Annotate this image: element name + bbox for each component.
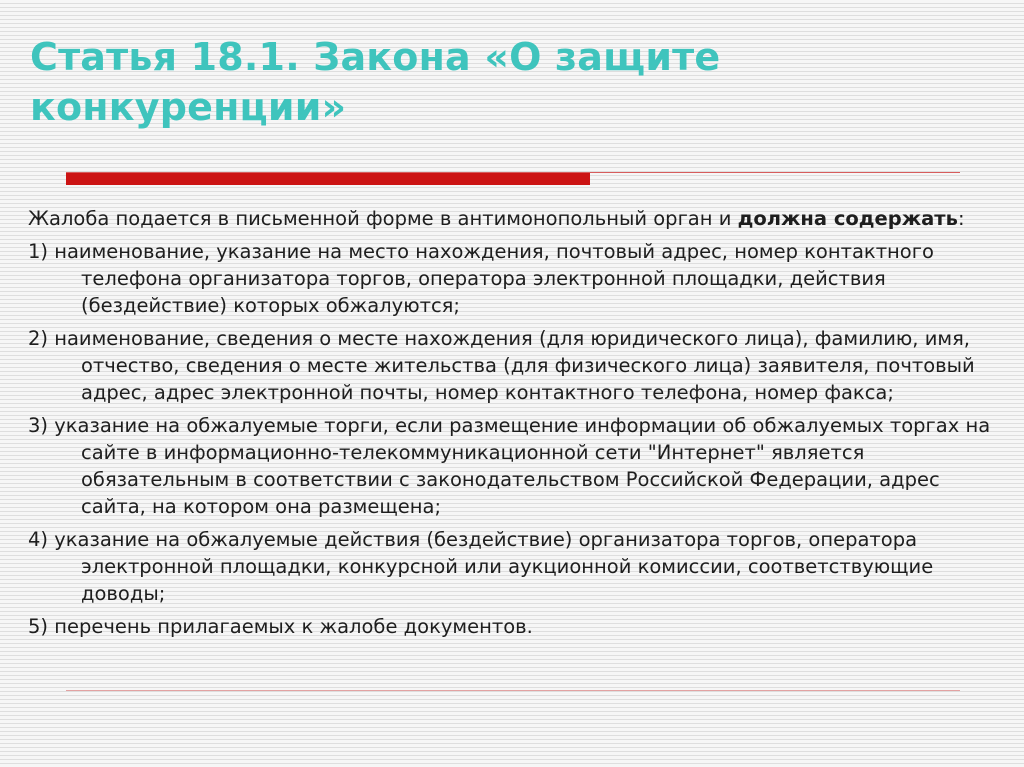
list-item-3: 3) указание на обжалуемые торги, если размещение информации об обжалуемых торгах на сайте в информационно-телекоммуникационной сети "Интернет" является обязательным в соответствии с законодательством Российской Федерации, адрес сайта, на котором она размещена;	[28, 414, 991, 518]
list-item-2: 2) наименование, сведения о месте нахождения (для юридического лица), фамилию, имя, отчество, сведения о месте жительства (для физического лица) заявителя, почтовый адрес, адрес электронной почты, номер контактного телефона, номер факса;	[28, 327, 975, 404]
intro-bold-text: должна содержать	[737, 207, 958, 230]
list-item-4: 4) указание на обжалуемые действия (бездействие) организатора торгов, оператора электронной площадки, конкурсной или аукционной комиссии, соответствующие доводы;	[28, 528, 934, 605]
bottom-rule	[66, 690, 960, 691]
list-item-1: 1) наименование, указание на место нахождения, почтовый адрес, номер контактного телефона организатора торгов, оператора электронной площадки, действия (бездействие) которых обжалуются;	[28, 240, 934, 317]
slide-title: Статья 18.1. Закона «О защите конкуренции»	[30, 35, 721, 129]
intro-paragraph	[28, 205, 996, 232]
slide-body	[28, 205, 996, 646]
intro-tail: :	[957, 207, 965, 230]
list-item-5: 5) перечень прилагаемых к жалобе документов.	[28, 615, 533, 638]
title-rule-thick	[66, 173, 590, 185]
intro-text: Жалоба подается в письменной форме в антимонопольный орган и	[28, 207, 738, 230]
